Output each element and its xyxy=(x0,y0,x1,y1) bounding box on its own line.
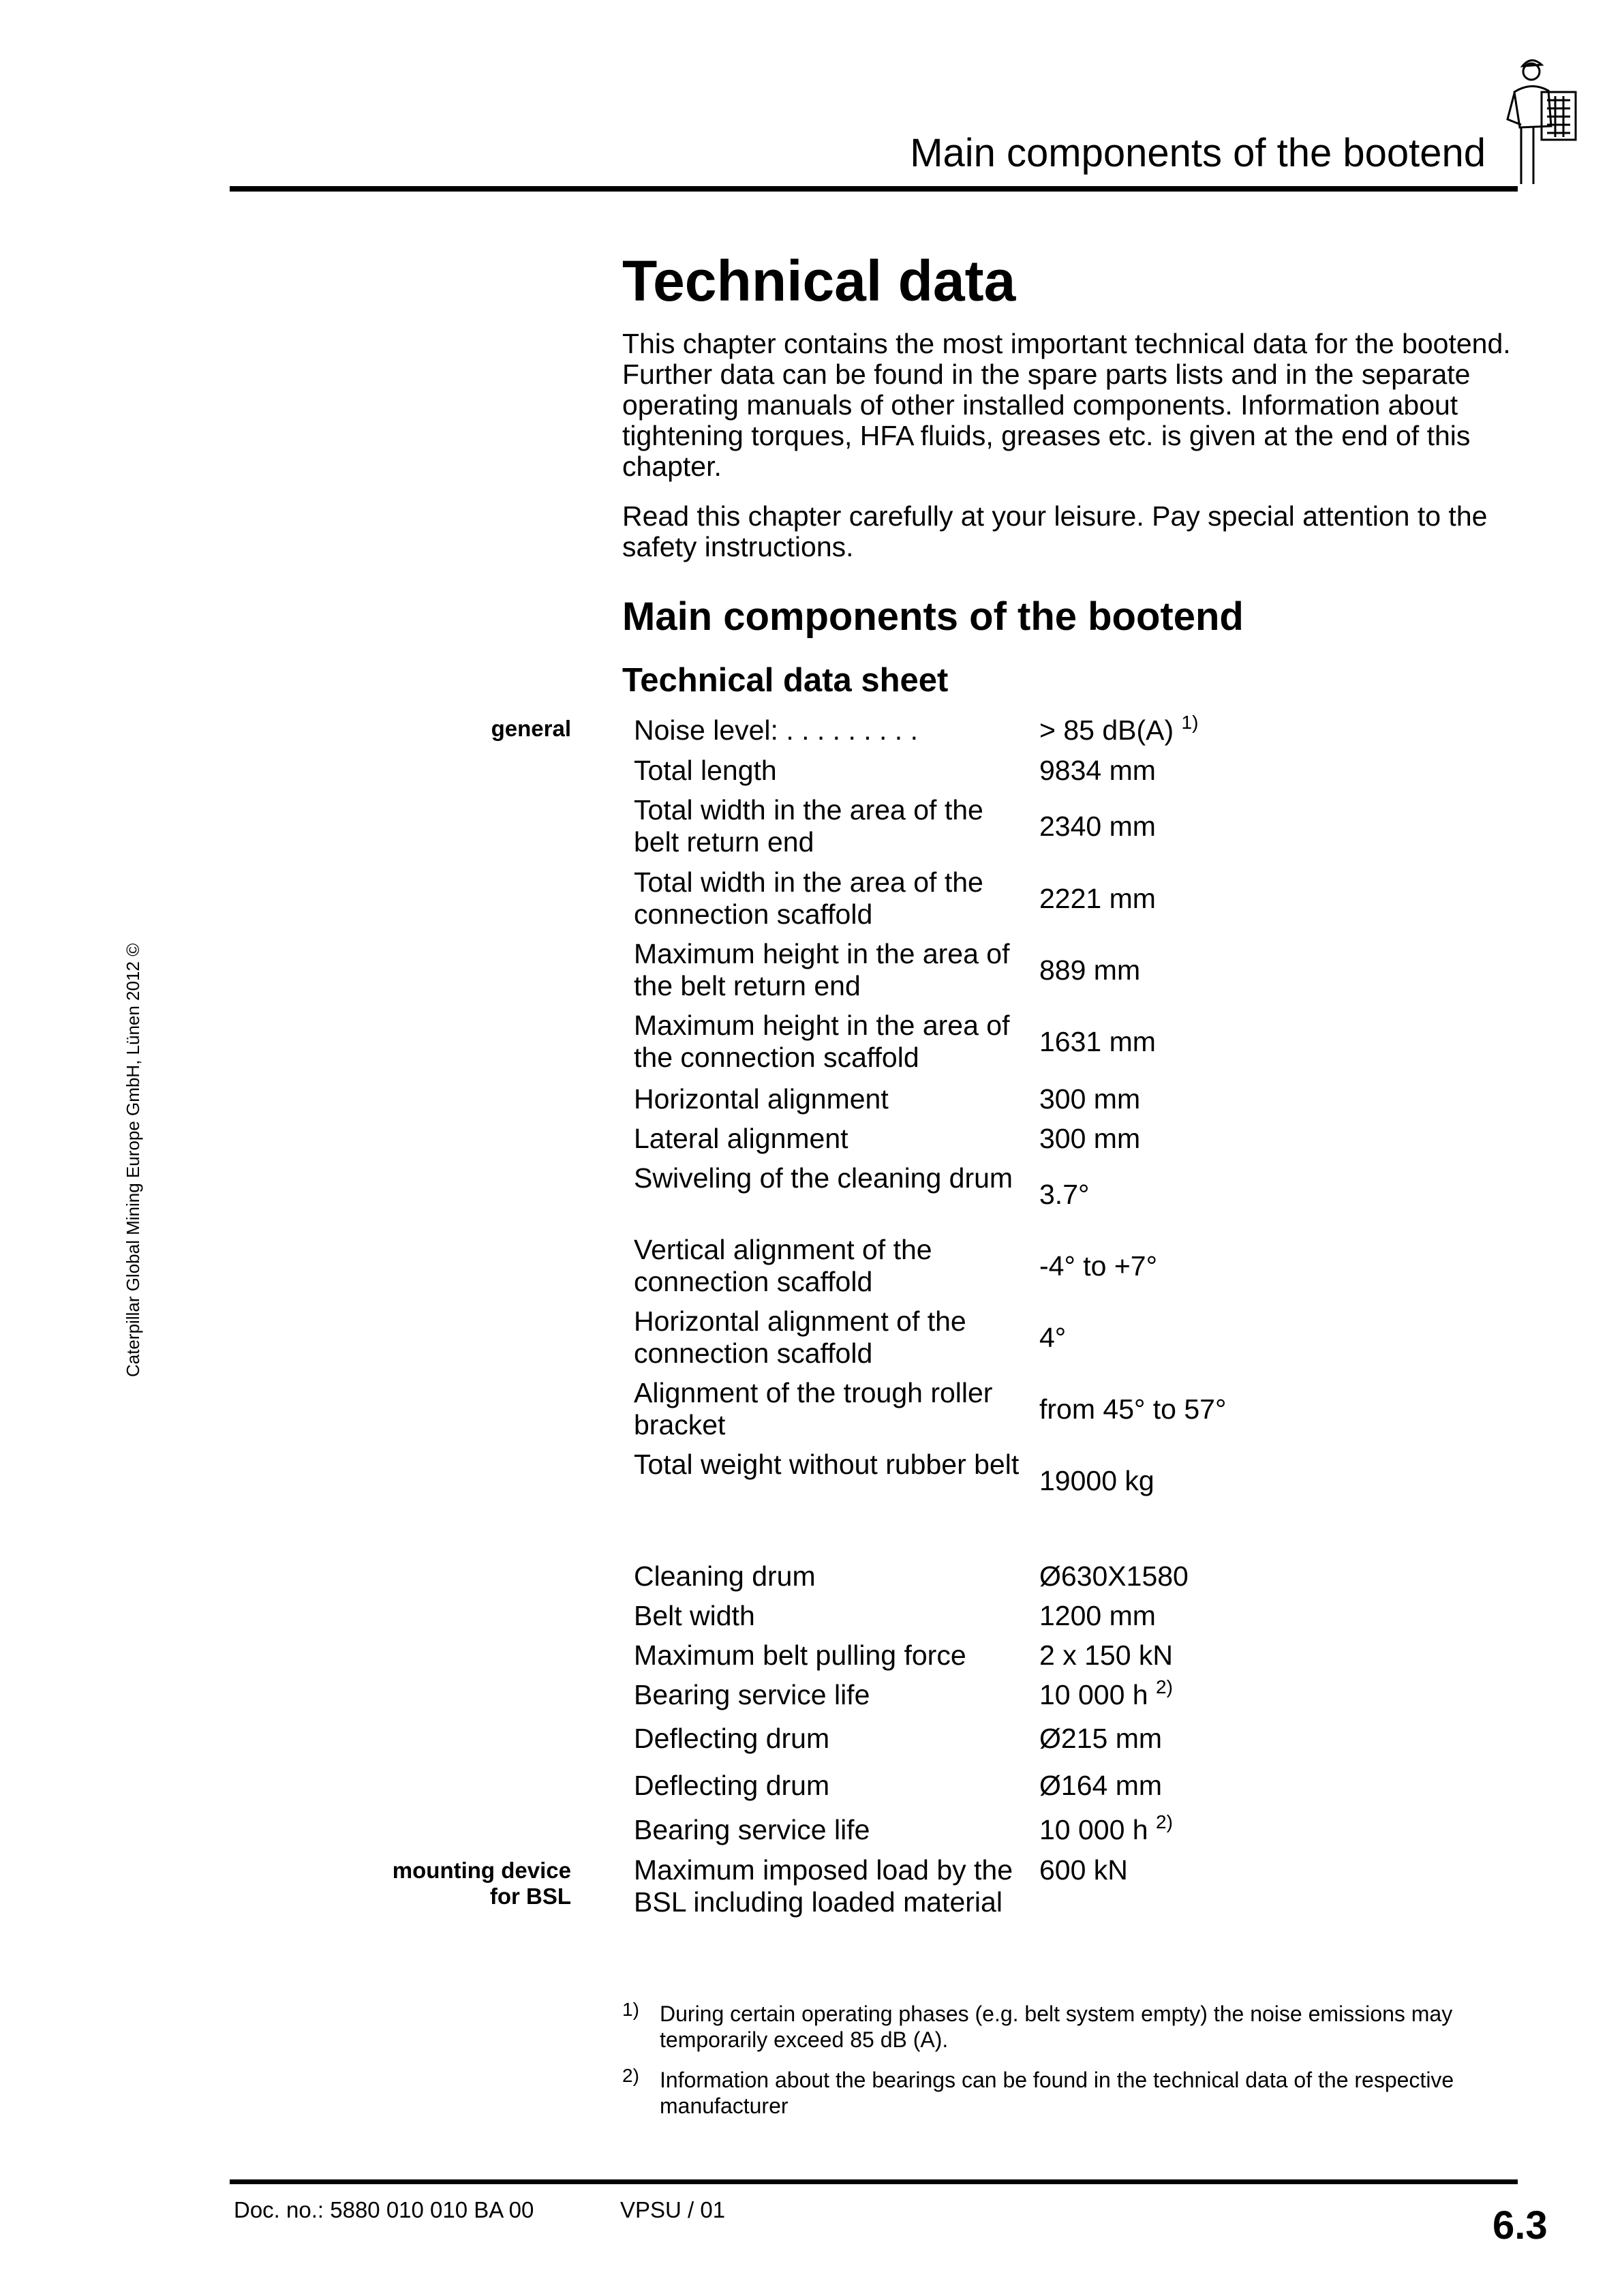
row-value: Ø630X1580 xyxy=(1039,1560,1189,1592)
row-label: Noise level: . . . . . . . . . xyxy=(634,714,918,746)
row-label: Vertical alignment of the connection scaffold xyxy=(634,1234,932,1297)
row-label: Maximum belt pulling force xyxy=(634,1640,966,1671)
row-label: Total length xyxy=(634,755,777,786)
row-value: 600 kN xyxy=(1039,1854,1128,1886)
row-label: Belt width xyxy=(634,1600,755,1631)
row-label: Bearing service life xyxy=(634,1814,870,1845)
page-number: 6.3 xyxy=(1493,2203,1548,2248)
footnote-ref: 2) xyxy=(1156,1676,1173,1697)
footnote-ref: 1) xyxy=(1181,712,1199,733)
intro-paragraph: Read this chapter carefully at your leisure. Pay special attention to the safety instructions. xyxy=(622,500,1488,562)
row-label: Horizontal alignment xyxy=(634,1083,889,1115)
header-rule xyxy=(230,186,1518,192)
row-label: Maximum imposed load by the BSL including loaded material xyxy=(634,1854,1013,1918)
row-value: 2340 mm xyxy=(1039,811,1156,842)
row-label: Maximum height in the area of the belt return end xyxy=(634,938,1010,1001)
row-value: 300 mm xyxy=(1039,1083,1141,1115)
row-value: 9834 mm xyxy=(1039,755,1156,786)
footer-rule xyxy=(230,2179,1518,2184)
row-value: 10 000 h $^{2)}$ xyxy=(1039,1676,1173,1710)
row-value: 2221 mm xyxy=(1039,883,1156,914)
footnote-text: During certain operating phases (e.g. belt system empty) the noise emissions may temporarily exceed 85 dB (A). xyxy=(660,2002,1453,2052)
row-value: 4° xyxy=(1039,1322,1067,1353)
margin-label-general: general xyxy=(491,716,571,741)
footnote-text: Information about the bearings can be found in the technical data of the respective manufacturer xyxy=(660,2068,1454,2118)
row-value: from 45° to 57° xyxy=(1039,1393,1227,1425)
row-label: Horizontal alignment of the connection scaffold xyxy=(634,1305,966,1369)
chapter-title: Technical data xyxy=(622,249,1016,313)
footnote-mark: 1) xyxy=(622,1999,639,2020)
row-value: 1631 mm xyxy=(1039,1026,1156,1057)
row-label: Swiveling of the cleaning drum xyxy=(634,1162,1013,1194)
document-reference: VPSU / 01 xyxy=(620,2197,726,2222)
row-label: Bearing service life xyxy=(634,1679,870,1710)
row-value: 300 mm xyxy=(1039,1123,1141,1154)
margin-label-mounting: mounting device for BSL xyxy=(392,1858,571,1909)
row-label: Maximum height in the area of the connection scaffold xyxy=(634,1010,1010,1073)
row-label: Deflecting drum xyxy=(634,1723,830,1754)
row-value: 3.7° xyxy=(1039,1179,1090,1210)
row-label: Deflecting drum xyxy=(634,1770,830,1801)
row-value: 1200 mm xyxy=(1039,1600,1156,1631)
row-value: -4° to +7° xyxy=(1039,1250,1157,1282)
document-number: Doc. no.: 5880 010 010 BA 00 xyxy=(234,2197,534,2222)
row-label: Cleaning drum xyxy=(634,1560,816,1592)
row-value: 889 mm xyxy=(1039,954,1141,986)
row-label: Total width in the area of the connection scaffold xyxy=(634,866,983,930)
row-value: 2 x 150 kN xyxy=(1039,1640,1173,1671)
row-label: Total width in the area of the belt return end xyxy=(634,794,983,858)
row-value: Ø164 mm xyxy=(1039,1770,1162,1801)
row-value: 10 000 h $^{2)}$ xyxy=(1039,1811,1173,1845)
header-title: Main components of the bootend xyxy=(910,131,1486,175)
worker-with-clipboard-icon xyxy=(1494,51,1582,187)
row-value: 19000 kg xyxy=(1039,1465,1154,1496)
row-label: Alignment of the trough roller bracket xyxy=(634,1377,993,1440)
table-title: Technical data sheet xyxy=(622,662,949,699)
row-value: Ø215 mm xyxy=(1039,1723,1162,1754)
side-copyright: Caterpillar Global Mining Europe GmbH, Lünen 2012 © xyxy=(123,943,143,1377)
intro-paragraph: This chapter contains the most important technical data for the bootend. Further data can be found in the spare parts lists and in the separate operating manuals of other installed components. Information about tightening torques, HFA fluids, greases etc. is given at the end of this chapter. xyxy=(622,328,1511,482)
row-label: Total weight without rubber belt xyxy=(634,1449,1020,1480)
footnote-mark: 2) xyxy=(622,2065,639,2086)
row-value: > 85 dB(A) $^{1)}$ xyxy=(1039,712,1199,746)
section-title: Main components of the bootend xyxy=(622,594,1244,639)
footnote-ref: 2) xyxy=(1156,1811,1173,1832)
row-label: Lateral alignment xyxy=(634,1123,848,1154)
